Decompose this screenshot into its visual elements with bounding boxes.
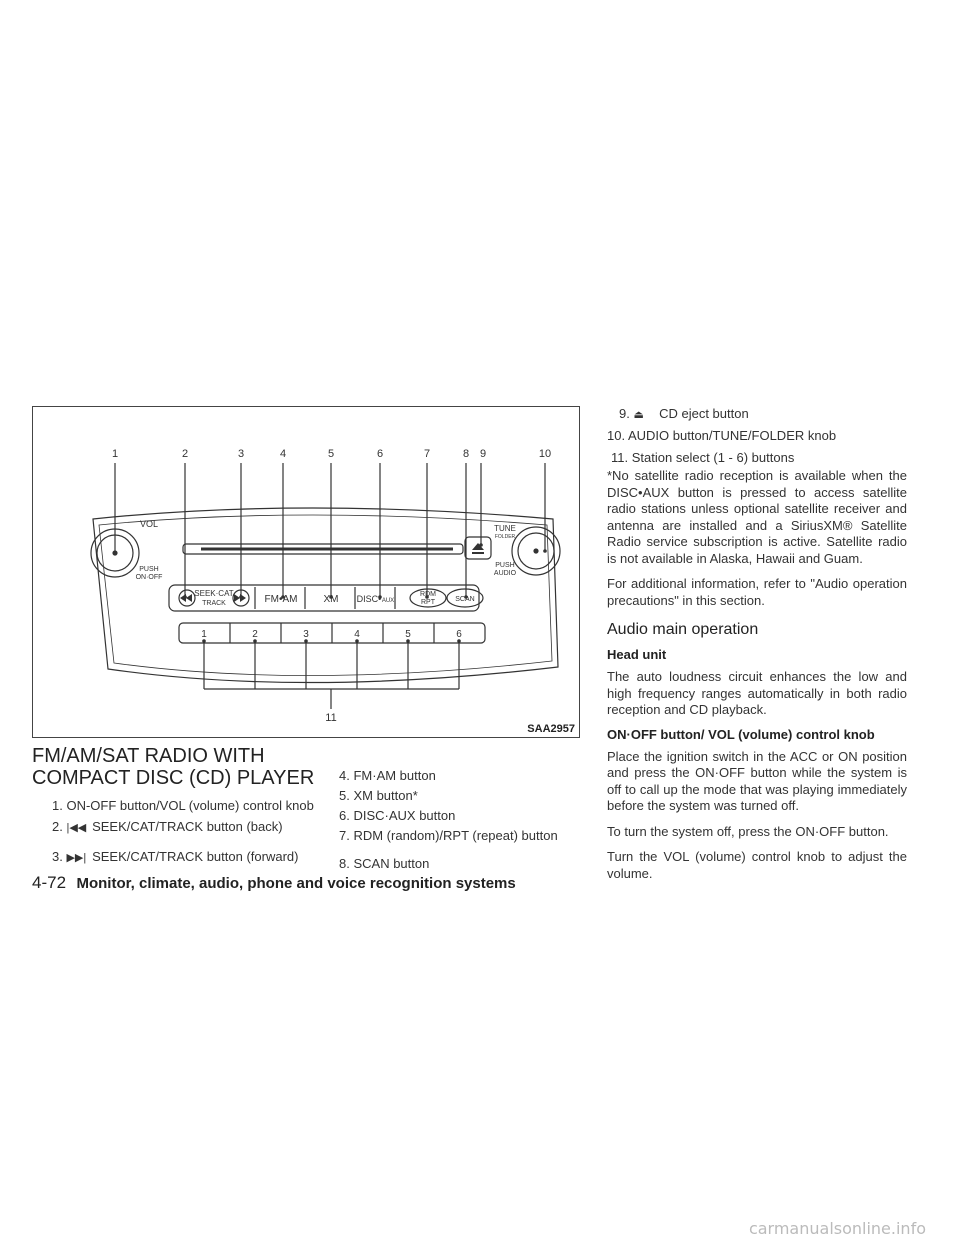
preset-1: 1 (201, 629, 207, 640)
list-item: 9. ⏏ CD eject button (607, 404, 907, 426)
tune-label: TUNE (494, 524, 516, 533)
list-item: 8. SCAN button (339, 856, 430, 871)
list-item: 1. ON-OFF button/VOL (volume) control knob (52, 798, 314, 813)
skip-forward-icon: ▶▶| (66, 852, 87, 864)
page-footer (32, 873, 516, 893)
disc-label: DISC• (356, 594, 382, 604)
head-unit-text: The auto loudness circuit enhances the low and high frequency ranges automatically in both radio reception and CD playback. (607, 669, 907, 717)
push-audio-label-1: PUSH (495, 562, 515, 569)
chapter-title: Monitor, climate, audio, phone and voice recognition systems (76, 875, 516, 892)
seek-cat-label: SEEK·CAT (194, 589, 234, 598)
callout-7: 7 (423, 448, 431, 460)
onoff-text-3: Turn the VOL (volume) control knob to adjust the volume. (607, 849, 907, 881)
more-info-text: For additional information, refer to "Audio operation precautions" in this section. (607, 576, 907, 608)
callout-2: 2 (181, 448, 189, 460)
section-title (32, 745, 322, 789)
callout-4: 4 (279, 448, 287, 460)
list-item: 3. ▶▶| SEEK/CAT/TRACK button (forward) (52, 847, 332, 868)
aux-label: AUX (381, 598, 395, 604)
track-label: TRACK (202, 600, 226, 607)
list-item: 5. XM button* (339, 788, 418, 803)
section-title-line1: FM/AM/SAT RADIO WITH (32, 745, 265, 767)
list-item: 11. Station select (1 - 6) buttons (611, 450, 795, 465)
callout-5: 5 (327, 448, 335, 460)
onoff-text-1: Place the ignition switch in the ACC or ON position and press the ON·OFF button while the system is off to call up the mode that was playing immediately before the system was turned off. (607, 748, 907, 813)
radio-panel-figure (32, 406, 580, 738)
push-onoff-label-2: ON·OFF (135, 574, 163, 581)
preset-5: 5 (405, 629, 411, 640)
xm-label: XM (323, 594, 339, 605)
preset-2: 2 (252, 629, 258, 640)
list-left (52, 796, 332, 868)
preset-3: 3 (303, 629, 309, 640)
list-item: 10. AUDIO button/TUNE/FOLDER knob (607, 428, 837, 443)
page-number: 4-72 (32, 873, 67, 892)
vol-label: VOL (139, 519, 159, 529)
head-unit-heading: Head unit (607, 647, 667, 662)
section-title-line2: COMPACT DISC (CD) PLAYER (32, 767, 315, 789)
watermark-text: carmanualsonline.info (748, 1219, 926, 1238)
callout-9: 9 (479, 448, 487, 460)
list-item: 2. |◀◀ SEEK/CAT/TRACK button (back) (52, 817, 332, 847)
callout-11: 11 (325, 712, 337, 724)
skip-back-icon: |◀◀ (66, 822, 87, 834)
preset-4: 4 (354, 629, 360, 640)
rdm-label: RDM (420, 591, 436, 598)
eject-icon: ⏏ (633, 409, 644, 421)
callout-3: 3 (237, 448, 245, 460)
folder-label: FOLDER (494, 534, 516, 540)
push-audio-label-2: AUDIO (493, 570, 517, 577)
onoff-text-2: To turn the system off, press the ON·OFF button. (607, 823, 889, 839)
figure-code: SAA2957 (527, 723, 575, 735)
scan-label: SCAN (455, 596, 475, 603)
fmam-label: FM•AM (264, 594, 298, 605)
callout-8: 8 (462, 448, 470, 460)
preset-6: 6 (456, 629, 462, 640)
list-mid (339, 766, 579, 874)
right-column (607, 404, 907, 882)
push-onoff-label-1: PUSH (139, 566, 159, 573)
list-item: 7. RDM (random)/RPT (repeat) button (339, 828, 558, 843)
audio-main-heading: Audio main operation (607, 621, 759, 638)
callout-10: 10 (538, 448, 552, 460)
callout-6: 6 (376, 448, 384, 460)
callout-1: 1 (111, 448, 119, 460)
list-item: 4. FM·AM button (339, 768, 436, 783)
rpt-label: RPT (421, 599, 435, 606)
onoff-heading: ON·OFF button/ VOL (volume) control knob (607, 726, 875, 742)
satellite-note: *No satellite radio reception is available when the DISC•AUX button is pressed to access satellite radio stations unless optional satellite receiver and antenna are installed and a SiriusXM® Satellite Radio service subscription is active. Satellite radio is not available in Alaska, Hawaii and Guam. (607, 468, 907, 566)
list-item: 6. DISC·AUX button (339, 808, 456, 823)
radio-panel-illustration (33, 407, 579, 737)
